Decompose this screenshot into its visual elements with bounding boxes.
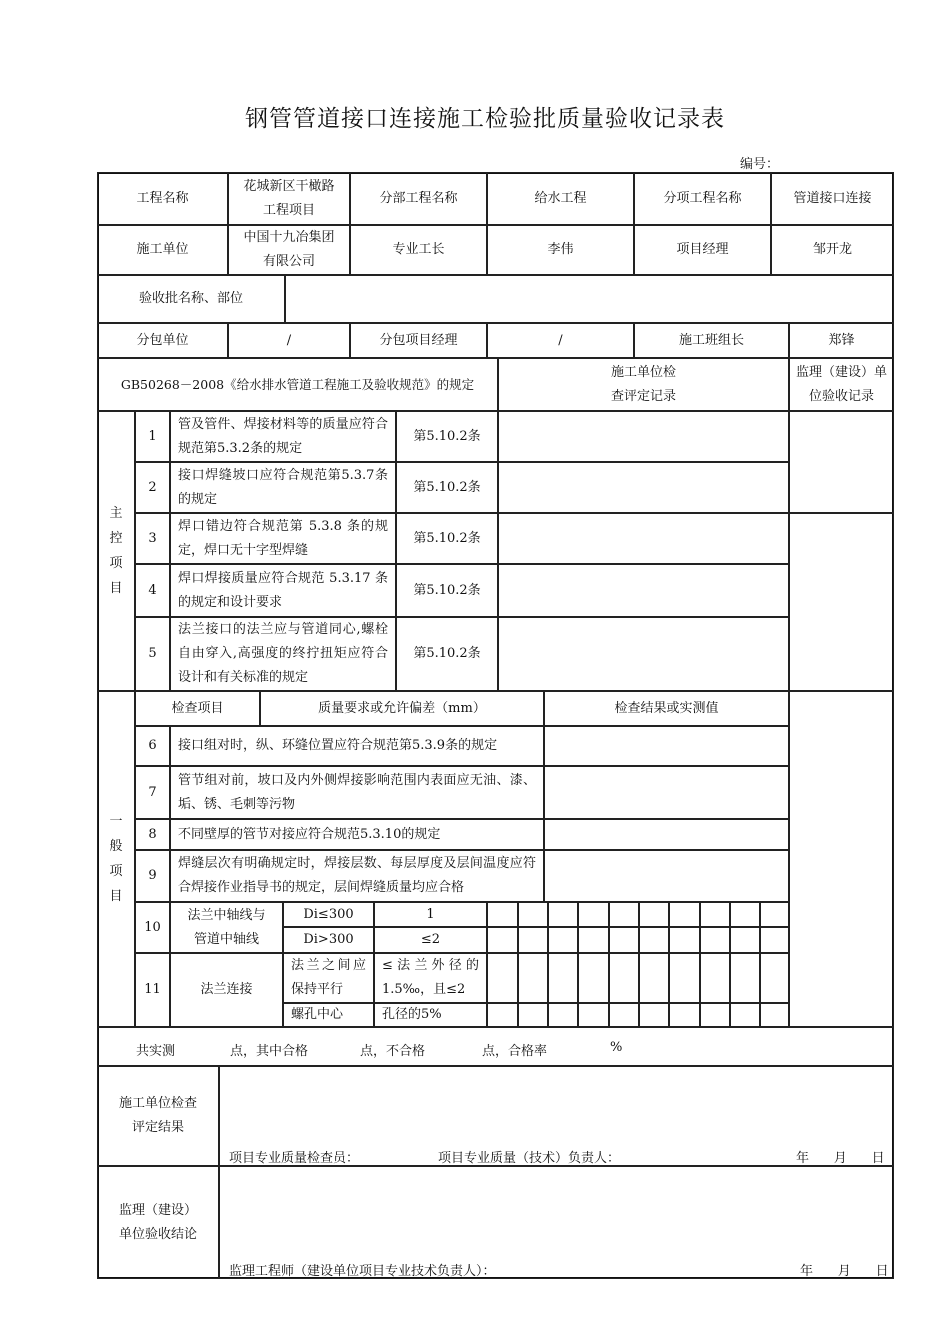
team-leader-label: 施工班组长 bbox=[634, 323, 789, 358]
main-item-5-check bbox=[498, 617, 789, 691]
general-col-item: 检查项目 bbox=[135, 691, 260, 726]
general-item-10-cond-2: Di>300 bbox=[283, 927, 374, 953]
batch-value bbox=[285, 275, 894, 323]
general-item-10-no: 10 bbox=[135, 902, 170, 953]
general-item-9-result bbox=[544, 850, 789, 902]
main-item-1-clause: 第5.10.2条 bbox=[396, 411, 498, 462]
measurement-cell bbox=[669, 953, 700, 1003]
measurement-cell bbox=[700, 902, 730, 927]
main-item-3-clause: 第5.10.2条 bbox=[396, 513, 498, 564]
subcontractor-label: 分包单位 bbox=[97, 323, 228, 358]
general-item-11-no: 11 bbox=[135, 953, 170, 1027]
summary-pass: 点，其中合格 bbox=[230, 1044, 309, 1059]
measurement-cell bbox=[518, 927, 548, 953]
supervision-result-label: 监理（建设）单位验收结论 bbox=[97, 1166, 219, 1279]
measurement-cell bbox=[518, 902, 548, 927]
measurement-cell bbox=[578, 902, 609, 927]
measurement-cell bbox=[669, 902, 700, 927]
code-label: 编号： bbox=[740, 157, 780, 172]
general-item-10-val-2: ≤2 bbox=[374, 927, 487, 953]
general-item-10-val-1: 1 bbox=[374, 902, 487, 927]
subcontractor-value: / bbox=[228, 323, 350, 358]
supervision-check-header: 监理（建设）单位验收记录 bbox=[789, 358, 894, 411]
measurement-cell bbox=[548, 953, 578, 1003]
general-item-11-val-2: 孔径的5% bbox=[374, 1003, 487, 1027]
main-item-1-text: 管及管件、焊接材料等的质量应符合规范第5.3.2条的规定 bbox=[170, 411, 396, 462]
measurement-cell bbox=[578, 953, 609, 1003]
general-item-10-cond-1: Di≤300 bbox=[283, 902, 374, 927]
main-item-5-text: 法兰接口的法兰应与管道同心,螺栓自由穿入,高强度的终拧扭矩应符合设计和有关标准的规定 bbox=[170, 617, 396, 691]
measurement-cell bbox=[760, 902, 789, 927]
general-item-8-result bbox=[544, 819, 789, 850]
main-item-5-clause: 第5.10.2条 bbox=[396, 617, 498, 691]
standard-header: GB50268－2008《给水排水管道工程施工及验收规范》的规定 bbox=[97, 358, 498, 411]
measurement-cell bbox=[639, 927, 669, 953]
measurement-cell bbox=[548, 1003, 578, 1027]
measurement-cell bbox=[578, 1003, 609, 1027]
construction-result-label: 施工单位检查评定结果 bbox=[97, 1066, 219, 1166]
measurement-cell bbox=[639, 1003, 669, 1027]
main-item-2-no: 2 bbox=[135, 462, 170, 513]
measurement-cell bbox=[487, 902, 518, 927]
team-leader-value: 郑锋 bbox=[789, 323, 894, 358]
measurement-cell bbox=[548, 902, 578, 927]
main-item-4-clause: 第5.10.2条 bbox=[396, 564, 498, 617]
supervision-engineer: 监理工程师（建设单位项目专业技术负责人）： bbox=[229, 1264, 496, 1279]
main-control-label: 主控项目 bbox=[97, 411, 135, 691]
measurement-cell bbox=[700, 927, 730, 953]
measurement-cell bbox=[609, 927, 639, 953]
main-item-1-check bbox=[498, 411, 789, 462]
general-item-8-text: 不同壁厚的管节对接应符合规范5.3.10的规定 bbox=[170, 819, 544, 850]
general-item-11-name: 法兰连接 bbox=[170, 953, 283, 1027]
general-item-7-text: 管节组对前，坡口及内外侧焊接影响范围内表面应无油、漆、垢、锈、毛刺等污物 bbox=[170, 766, 544, 819]
general-item-9-no: 9 bbox=[135, 850, 170, 902]
general-col-req: 质量要求或允许偏差（mm） bbox=[260, 691, 544, 726]
general-item-11-cond-1: 法兰之间应保持平行 bbox=[283, 953, 374, 1003]
sub-pm-value: / bbox=[487, 323, 634, 358]
measurement-cell bbox=[518, 1003, 548, 1027]
measurement-cell bbox=[609, 902, 639, 927]
general-item-6-result bbox=[544, 726, 789, 766]
general-item-11-cond-2: 螺孔中心 bbox=[283, 1003, 374, 1027]
batch-label: 验收批名称、部位 bbox=[97, 275, 285, 323]
main-item-2-check bbox=[498, 462, 789, 513]
pm-label: 项目经理 bbox=[634, 225, 771, 275]
project-name-value: 花城新区干橄路工程项目 bbox=[228, 172, 350, 225]
measurement-cell bbox=[730, 927, 760, 953]
main-item-2-clause: 第5.10.2条 bbox=[396, 462, 498, 513]
foreman-value: 李伟 bbox=[487, 225, 634, 275]
summary-total: 共实测 bbox=[136, 1044, 176, 1059]
measurement-cell bbox=[669, 927, 700, 953]
general-label: 一般项目 bbox=[97, 691, 135, 1027]
contractor-value: 中国十九冶集团有限公司 bbox=[228, 225, 350, 275]
measurement-cell bbox=[730, 902, 760, 927]
summary-rate: 点，合格率 bbox=[482, 1044, 548, 1059]
general-item-6-no: 6 bbox=[135, 726, 170, 766]
main-item-5-no: 5 bbox=[135, 617, 170, 691]
main-item-2-text: 接口焊缝坡口应符合规范第5.3.7条的规定 bbox=[170, 462, 396, 513]
construction-check-header: 施工单位检查评定记录 bbox=[498, 358, 789, 411]
measurement-cell bbox=[730, 953, 760, 1003]
main-item-1-no: 1 bbox=[135, 411, 170, 462]
main-item-3-check bbox=[498, 513, 789, 564]
general-item-6-text: 接口组对时，纵、环缝位置应符合规范第5.3.9条的规定 bbox=[170, 726, 544, 766]
measurement-cell bbox=[487, 927, 518, 953]
main-item-4-no: 4 bbox=[135, 564, 170, 617]
measurement-cell bbox=[609, 953, 639, 1003]
item-project-label: 分项工程名称 bbox=[634, 172, 771, 225]
sub-pm-label: 分包项目经理 bbox=[350, 323, 487, 358]
measurement-cell bbox=[487, 1003, 518, 1027]
measurement-cell bbox=[760, 927, 789, 953]
main-supervision-cell-b bbox=[789, 513, 894, 691]
item-project-value: 管道接口连接 bbox=[771, 172, 894, 225]
main-item-4-check bbox=[498, 564, 789, 617]
construction-responsible: 项目专业质量（技术）负责人： bbox=[438, 1151, 621, 1166]
summary-percent: % bbox=[610, 1040, 623, 1055]
measurement-cell bbox=[730, 1003, 760, 1027]
general-item-7-result bbox=[544, 766, 789, 819]
measurement-cell bbox=[578, 927, 609, 953]
measurement-cell bbox=[760, 953, 789, 1003]
main-supervision-cell-a bbox=[789, 411, 894, 513]
general-item-9-text: 焊缝层次有明确规定时，焊接层数、每层厚度及层间温度应符合焊接作业指导书的规定，层间焊缝质量均应合格 bbox=[170, 850, 544, 902]
measurement-cell bbox=[669, 1003, 700, 1027]
project-name-label: 工程名称 bbox=[97, 172, 228, 225]
measurement-cell bbox=[609, 1003, 639, 1027]
foreman-label: 专业工长 bbox=[350, 225, 487, 275]
form-title: 钢管管道接口连接施工检验批质量验收记录表 bbox=[245, 106, 725, 132]
main-item-3-no: 3 bbox=[135, 513, 170, 564]
contractor-label: 施工单位 bbox=[97, 225, 228, 275]
measurement-cell bbox=[487, 953, 518, 1003]
general-item-10-name: 法兰中轴线与管道中轴线 bbox=[170, 902, 283, 953]
general-item-11-val-1: ≤法兰外径的1.5‰，且≤2 bbox=[374, 953, 487, 1003]
measurement-cell bbox=[700, 953, 730, 1003]
measurement-cell bbox=[639, 953, 669, 1003]
general-col-result: 检查结果或实测值 bbox=[544, 691, 789, 726]
supervision-date: 年 月 日 bbox=[800, 1264, 889, 1279]
pm-value: 邹开龙 bbox=[771, 225, 894, 275]
measurement-cell bbox=[548, 927, 578, 953]
general-item-7-no: 7 bbox=[135, 766, 170, 819]
sub-project-label: 分部工程名称 bbox=[350, 172, 487, 225]
sub-project-value: 给水工程 bbox=[487, 172, 634, 225]
main-item-3-text: 焊口错边符合规范第 5.3.8 条的规定，焊口无十字型焊缝 bbox=[170, 513, 396, 564]
measurement-cell bbox=[760, 1003, 789, 1027]
general-item-8-no: 8 bbox=[135, 819, 170, 850]
general-supervision-cell bbox=[789, 691, 894, 1027]
measurement-cell bbox=[700, 1003, 730, 1027]
construction-date: 年 月 日 bbox=[796, 1151, 885, 1166]
measurement-cell bbox=[518, 953, 548, 1003]
construction-inspector: 项目专业质量检查员： bbox=[229, 1151, 360, 1166]
main-item-4-text: 焊口焊接质量应符合规范 5.3.17 条的规定和设计要求 bbox=[170, 564, 396, 617]
summary-fail: 点，不合格 bbox=[360, 1044, 426, 1059]
measurement-cell bbox=[639, 902, 669, 927]
